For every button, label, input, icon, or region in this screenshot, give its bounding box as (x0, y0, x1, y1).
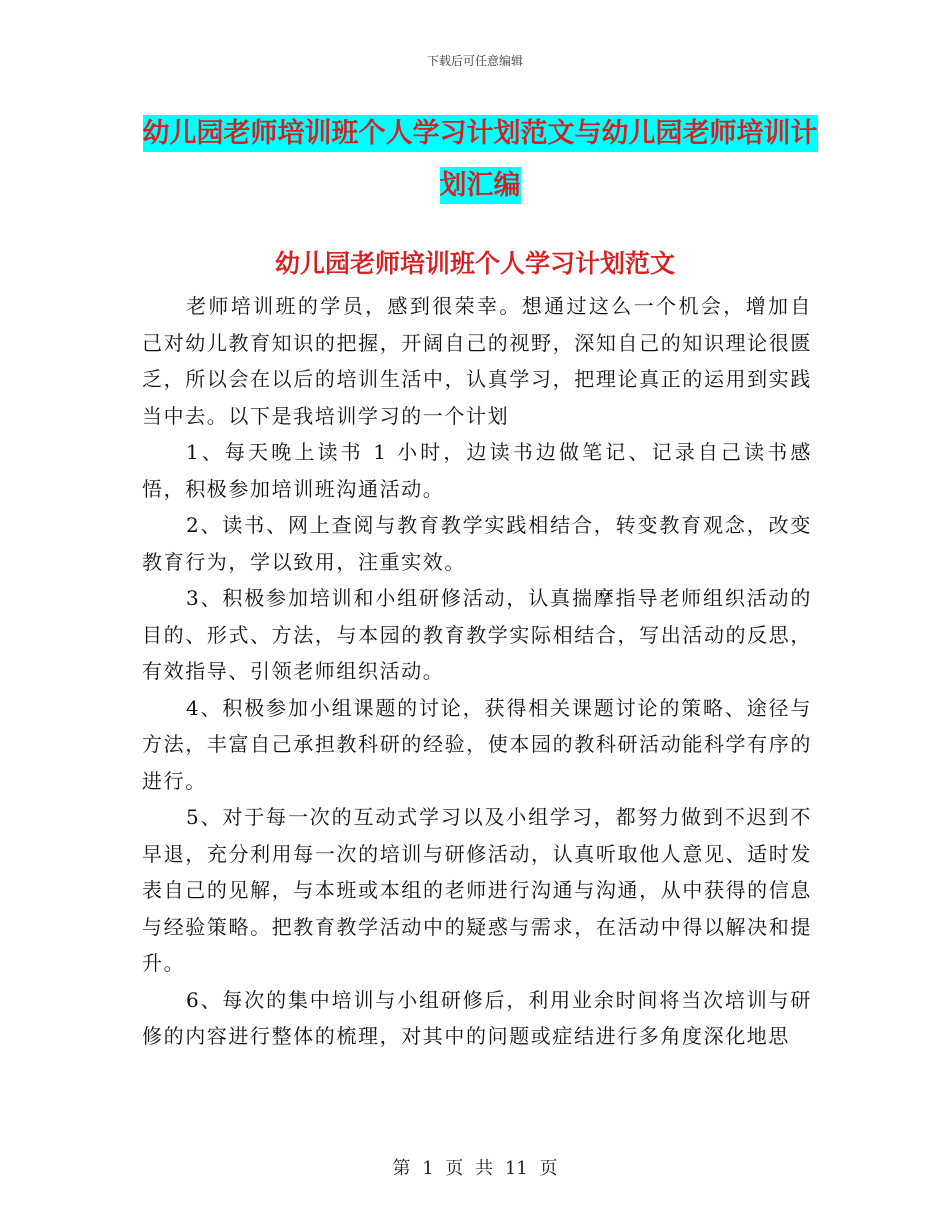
page-header-note: 下载后可任意编辑 (426, 54, 523, 68)
document-title (140, 108, 820, 212)
document-body (142, 288, 812, 1055)
plan-item-3: 3、积极参加培训和小组研修活动，认真揣摩指导老师组织活动的目的、形式、方法，与本园的教育教学实际相结合，写出活动的反思，有效指导、引领老师组织活动。 (142, 586, 812, 683)
plan-item-6: 6、每次的集中培训与小组研修后，利用业余时间将当次培训与研修的内容进行整体的梳理，对其中的问题或症结进行多角度深化地思 (142, 987, 812, 1048)
document-title-text: 幼儿园老师培训班个人学习计划范文与幼儿园老师培训计划汇编 (143, 115, 818, 204)
plan-item-2: 2、读书、网上查阅与教育教学实践相结合，转变教育观念，改变教育行为，学以致用，注重实效。 (142, 513, 812, 574)
plan-item-1: 1、每天晚上读书 1 小时，边读书边做笔记、记录自己读书感悟，积极参加培训班沟通活动。 (142, 440, 812, 501)
plan-item-4: 4、积极参加小组课题的讨论，获得相关课题讨论的策略、途径与方法，丰富自己承担教科研的经验，使本园的教科研活动能科学有序的进行。 (142, 695, 812, 793)
plan-item-5: 5、对于每一次的互动式学习以及小组学习，都努力做到不迟到不早退，充分利用每一次的培训与研修活动，认真听取他人意见、适时发表自己的见解，与本班或本组的老师进行沟通与沟通，从中获得的信息与经验策略。把教育教学活动中的疑惑与需求，在活动中得以解决和提升。 (142, 805, 812, 975)
page-number-footer: 第 1 页 共 11 页 (392, 1158, 558, 1179)
section-title: 幼儿园老师培训班个人学习计划范文 (274, 249, 675, 278)
intro-paragraph: 老师培训班的学员，感到很荣幸。想通过这么一个机会，增加自己对幼儿教育知识的把握，开阔自己的视野，深知自己的知识理论很匮乏，所以会在以后的培训生活中，认真学习，把理论真正的运用到实践当中去。以下是我培训学习的一个计划 (142, 294, 812, 428)
